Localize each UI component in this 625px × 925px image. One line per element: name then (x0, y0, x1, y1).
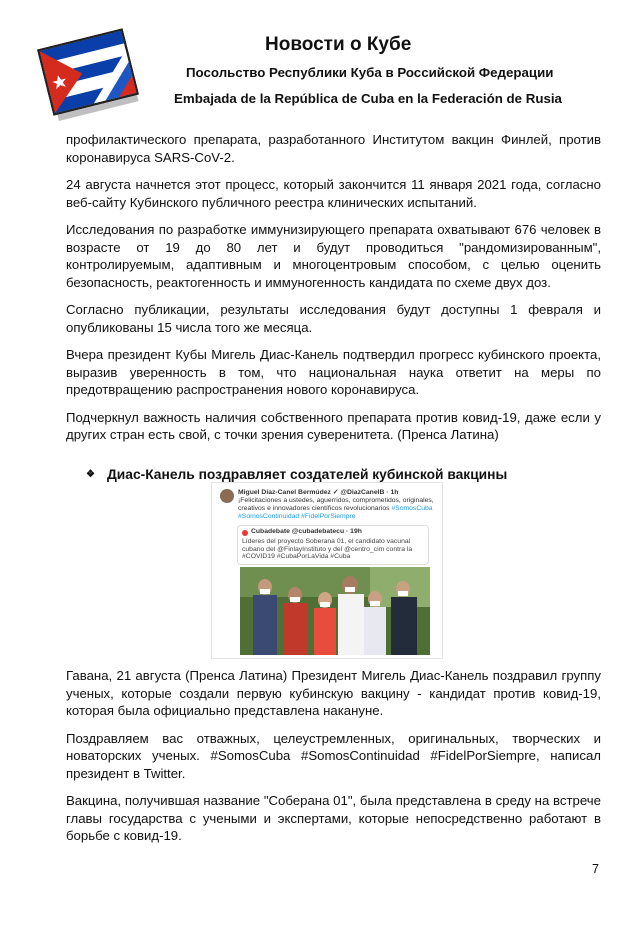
quoted-tweet (237, 525, 429, 565)
tweet-body: ¡Felicitaciones a ustedes, aguerridos, comprometidos, originales, creativos e innovadores científicos revolucionarios (238, 497, 434, 512)
paragraph: 24 августа начнется этот процесс, который закончится 11 января 2021 года, согласно веб-сайту Кубинского публичного реестра клинических испытаний. (66, 177, 601, 210)
section-heading-text: Диас-Канель поздравляет создателей кубинской вакцины (106, 467, 508, 482)
page-number: 7 (592, 862, 599, 876)
flag-logo (40, 30, 138, 120)
paragraph: Вакцина, получившая название "Соберана 01", была представлена в среду на встрече главы государства с учеными и экспертами, которые непосредственно работают в борьбе с ковид-19. (66, 793, 601, 843)
header-embassy-es: Embajada de la República de Cuba en la Federación de Rusia (174, 91, 562, 106)
paragraph: Гавана, 21 августа (Пренса Латина) Президент Мигель Диас-Канель поздравил группу ученых, которые создали первую кубинскую вакцину - кандидат против ковид-19, которая была официально представлена накануне. (66, 668, 601, 718)
paragraph: Поздравляем вас отважных, целеустремленных, оригинальных, творческих и новаторских ученых. #SomosCuba #SomosContinuidad #FidelPorSiempre, написал президент в Twitter. (66, 730, 601, 781)
article-body-top (66, 131, 601, 454)
quoted-tweet-author: Cubadebate @cubadebatecu · 19h (251, 528, 362, 535)
quoted-tweet-text: Líderes del proyecto Soberana 01, el candidato vacunal cubano del @FinlayInstituto y del @centro_cim contra la #COVID19 #CubaPorLaVida #Cuba (242, 538, 413, 560)
paragraph: Вчера президент Кубы Мигель Диас-Канель подтвердил прогресс кубинского проекта, выразив уверенность в том, что национальная наука ответит на меры по предотвращению распространения нового коронавируса. (66, 347, 601, 397)
paragraph: Подчеркнул важность наличия собственного препарата против ковид-19, даже если у других стран есть свой, с точки зрения суверенитета. (Пренса Латина) (66, 409, 601, 442)
tweet-text (238, 497, 438, 521)
tweet-screenshot (211, 482, 443, 659)
tweet-hashtags: #SomosCuba #SomosContinuidad #FidelPorSiempre (238, 505, 433, 520)
paragraph: Согласно публикации, результаты исследования будут доступны 1 февраля и опубликованы 15 числа того же месяца. (66, 302, 601, 335)
article-body-bottom (66, 667, 601, 855)
bullet-diamond-icon: ❖ (86, 469, 95, 480)
page-title: Новости о Кубе (265, 34, 412, 55)
header-embassy-ru: Посольство Республики Куба в Российской Федерации (186, 65, 554, 80)
cubadebate-logo-icon (242, 530, 248, 536)
group-photo (240, 567, 430, 655)
tweet-author: Miguel Díaz-Canel Bermúdez ✓ @DiazCanelB · 1h (238, 489, 399, 496)
section-heading (86, 467, 507, 482)
avatar (220, 489, 234, 503)
paragraph: Исследования по разработке иммунизирующего препарата охватывают 676 человек в возрасте от 19 до 80 лет и будут проводиться "рандомизированным", контролируемым, адаптивным и многоцентровым способом, с целью оценить безопасность, реактогенность и иммуногенность кандидата по схеме двух доз. (66, 222, 601, 290)
paragraph: профилактического препарата, разработанного Институтом вакцин Финлей, против коронавируса SARS-CoV-2. (66, 132, 601, 165)
